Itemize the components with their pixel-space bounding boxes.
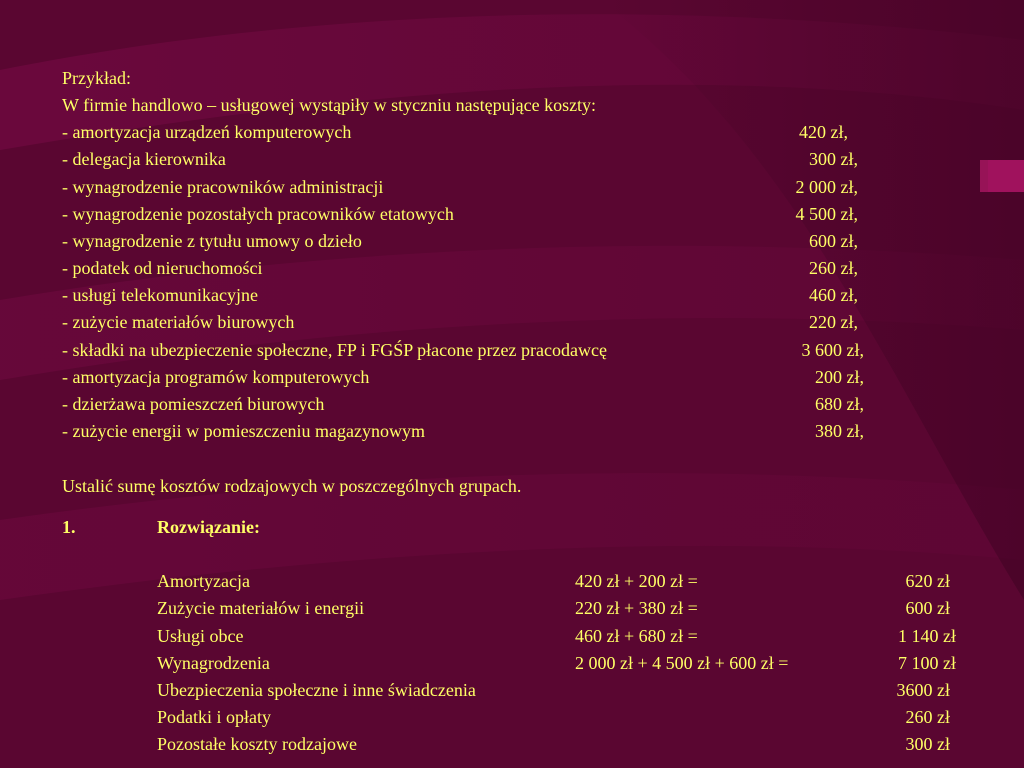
solution-label: Podatki i opłaty bbox=[157, 707, 271, 727]
solution-total: 7 100 zł bbox=[898, 653, 956, 673]
solution-calc: 420 zł + 200 zł = bbox=[575, 571, 698, 591]
solution-total: 1 140 zł bbox=[898, 626, 956, 646]
cost-label: - zużycie energii w pomieszczeniu magazynowym bbox=[62, 421, 426, 441]
solution-total: 600 zł bbox=[905, 598, 950, 618]
cost-amount: 220 zł, bbox=[809, 312, 858, 332]
cost-amount: 260 zł, bbox=[809, 258, 858, 278]
intro-line: W firmie handlowo – usługowej wystąpiły w styczniu następujące koszty: bbox=[62, 95, 597, 115]
cost-label: - dzierżawa pomieszczeń biurowych bbox=[62, 394, 325, 414]
cost-amount: 380 zł, bbox=[815, 421, 864, 441]
solution-label: Zużycie materiałów i energii bbox=[157, 598, 365, 618]
cost-amount: 2 000 zł, bbox=[795, 177, 858, 197]
solution-label: Amortyzacja bbox=[157, 571, 250, 591]
solution-label: Pozostałe koszty rodzajowe bbox=[157, 734, 357, 754]
cost-amount: 300 zł, bbox=[809, 149, 858, 169]
cost-amount: 420 zł, bbox=[799, 122, 848, 142]
cost-amount: 680 zł, bbox=[815, 394, 864, 414]
intro-heading: Przykład: bbox=[62, 68, 131, 88]
solution-number: 1. bbox=[62, 517, 76, 537]
cost-amount: 460 zł, bbox=[809, 285, 858, 305]
solution-total: 3600 zł bbox=[896, 680, 950, 700]
cost-label: - wynagrodzenie pracowników administracji bbox=[62, 177, 384, 197]
cost-amount: 3 600 zł, bbox=[801, 340, 864, 360]
solution-total: 300 zł bbox=[905, 734, 950, 754]
cost-label: - zużycie materiałów biurowych bbox=[62, 312, 295, 332]
solution-total: 620 zł bbox=[905, 571, 950, 591]
solution-calc: 220 zł + 380 zł = bbox=[575, 598, 698, 618]
solution-calc: 460 zł + 680 zł = bbox=[575, 626, 698, 646]
cost-label: - składki na ubezpieczenie społeczne, FP i FGŚP płacone przez pracodawcę bbox=[62, 340, 607, 360]
solution-label: Ubezpieczenia społeczne i inne świadczenia bbox=[157, 680, 476, 700]
cost-amount: 600 zł, bbox=[809, 231, 858, 251]
cost-label: - amortyzacja urządzeń komputerowych bbox=[62, 122, 352, 142]
cost-label: - podatek od nieruchomości bbox=[62, 258, 263, 278]
task-text: Ustalić sumę kosztów rodzajowych w poszczególnych grupach. bbox=[62, 476, 522, 496]
solution-calc: 2 000 zł + 4 500 zł + 600 zł = bbox=[575, 653, 789, 673]
cost-amount: 200 zł, bbox=[815, 367, 864, 387]
cost-label: - wynagrodzenie z tytułu umowy o dzieło bbox=[62, 231, 362, 251]
solution-label: Wynagrodzenia bbox=[157, 653, 270, 673]
solution-total: 260 zł bbox=[905, 707, 950, 727]
cost-label: - amortyzacja programów komputerowych bbox=[62, 367, 370, 387]
cost-amount: 4 500 zł, bbox=[795, 204, 858, 224]
solution-title: Rozwiązanie: bbox=[157, 517, 260, 537]
solution-label: Usługi obce bbox=[157, 626, 244, 646]
cost-label: - wynagrodzenie pozostałych pracowników etatowych bbox=[62, 204, 454, 224]
cost-label: - usługi telekomunikacyjne bbox=[62, 285, 258, 305]
cost-label: - delegacja kierownika bbox=[62, 149, 226, 169]
